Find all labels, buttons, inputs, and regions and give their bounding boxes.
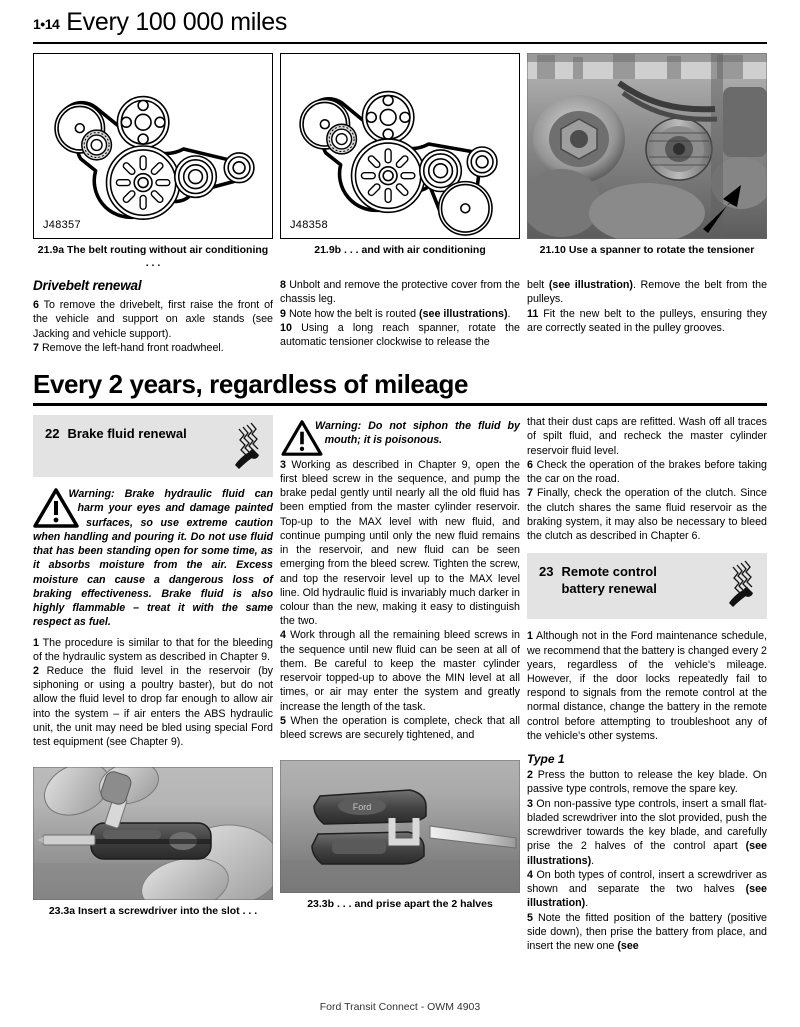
step-number: 4 xyxy=(527,868,533,881)
screwdriver-in-slot-photo xyxy=(33,767,273,900)
cross-reference: (see xyxy=(617,939,639,952)
step-text: Reduce the fluid level in the reservoir (by siphoning or using a poultry baster), but do not allow the fluid level to drop far enough to allow air into the system – if air enters the ABS hydraulic unit, the unit may need be bled using special Ford test equipment (see Chapter 9). xyxy=(33,665,273,749)
warning-text: Warning: Brake hydraulic fluid can harm your eyes and damage painted surfaces, so use extreme caution when handling and pouring it. Do not use fluid that has been standing open for some time, as it absorbs moisture from the air. Excess moisture can cause a dangerous loss of braking effectiveness. Brake fluid is also highly flammable – treat it with the same respect as fuel. xyxy=(33,488,273,629)
warning-brake-fluid xyxy=(33,487,273,629)
step-text-tail: . xyxy=(591,854,595,867)
paragraph-22-3 xyxy=(280,458,520,629)
paragraph-22-5-continued: that their dust caps are refitted. Wash off all traces of spilt fluid, and recheck the master cylinder reservoir fluid level. xyxy=(527,416,767,457)
warning-text: Warning: Do not siphon the fluid by mouth; it is poisonous. xyxy=(315,420,520,447)
step-number: 9 xyxy=(280,307,286,320)
page-footer: Ford Transit Connect - OWM 4903 xyxy=(319,1001,481,1013)
banner-rule xyxy=(33,403,767,406)
step-text: Fit the new belt to the pulleys, ensuring they are correctly seated in the pulley grooves. xyxy=(527,307,767,334)
paragraph-22-6 xyxy=(527,458,767,486)
step-number: 4 xyxy=(280,629,286,642)
step-text: To remove the drivebelt, first raise the front of the vehicle and support on axle stands (see Jacking and vehicle support). xyxy=(33,299,274,340)
section23-col-3 xyxy=(527,415,767,953)
paragraph-8 xyxy=(280,278,520,306)
cross-reference: (see illustration) xyxy=(548,279,633,292)
figure-21-9b-code: J48358 xyxy=(290,219,328,231)
step-text: Work through all the remaining bleed screws in the sequence until new fluid can be seen at all of them. Be careful to keep the master cylinder reservoir topped-up to above the MIN level at all times, or air may enter the system and greatly increase the length of the task. xyxy=(280,629,520,713)
figure-21-10 xyxy=(527,53,767,270)
step-number: 7 xyxy=(33,341,39,354)
step-text: Unbolt and remove the protective cover from the chassis leg. xyxy=(280,279,520,306)
step-text: Using a long reach spanner, rotate the automatic tensioner clockwise to release the xyxy=(280,321,520,349)
paragraph-23-4 xyxy=(527,868,767,911)
procedure-header-22 xyxy=(33,415,273,477)
paragraph-10-continued xyxy=(527,278,767,306)
step-number: 3 xyxy=(280,458,286,471)
figure-21-9b-frame xyxy=(280,53,520,239)
drivebelt-heading: Drivebelt renewal xyxy=(33,278,142,294)
step-number: 1 xyxy=(33,636,39,649)
step-text: Although not in the Ford maintenance schedule, we recommend that the battery is changed every 2 years, regardless of the vehicle's mileage. However, if the door locks repeatedly fail to respond to signals from the remote control at the normal distance, change the battery in the remote control before attempting to troubleshoot any of the vehicle's other systems. xyxy=(527,630,768,742)
procedure-title-line1: Remote control xyxy=(561,564,657,580)
step-number: 3 xyxy=(527,797,533,810)
step-number: 7 xyxy=(527,487,533,500)
step-number: 8 xyxy=(280,279,286,292)
step-text: On non-passive type controls, insert a small flat-bladed screwdriver into the slot provided, push the screwdriver towards the key blade, and carefully prise the 2 halves of the control apart xyxy=(527,797,767,853)
type-heading: Type 1 xyxy=(527,752,565,767)
figure-23-3b-photo xyxy=(280,760,520,893)
page-folio: 1•14 xyxy=(33,16,60,32)
drivebelt-col-2 xyxy=(280,278,520,355)
banner-title: Every 2 years, regardless of mileage xyxy=(33,369,469,400)
cross-reference: (see illustrations) xyxy=(419,307,508,320)
section-banner xyxy=(33,369,767,406)
spanner-icon xyxy=(715,559,759,611)
paragraph-23-3 xyxy=(527,797,767,868)
procedure-title: Brake fluid renewal xyxy=(67,426,187,442)
belt-routing-diagram-with-ac xyxy=(281,54,519,238)
paragraph-22-5 xyxy=(280,714,520,742)
figure-23-3a-photo xyxy=(33,767,273,900)
step-number: 2 xyxy=(33,665,39,677)
paragraph-22-7 xyxy=(527,486,767,543)
figure-21-9a-code: J48357 xyxy=(43,219,81,231)
step-text: The procedure is similar to that for the bleeding of the hydraulic system as described in Chapter 9. xyxy=(33,636,273,663)
figure-row-top xyxy=(33,53,767,270)
figure-21-10-photo xyxy=(527,53,767,239)
belt-routing-diagram-no-ac xyxy=(34,54,272,238)
procedure-header-23 xyxy=(527,553,767,619)
figure-21-9a-caption: 21.9a The belt routing without air conditioning . . . xyxy=(37,244,269,270)
continuation-after: . Remove the belt from the pulleys. xyxy=(527,279,768,306)
paragraph-6 xyxy=(33,298,273,341)
step-number: 2 xyxy=(527,769,533,782)
warning-siphon xyxy=(280,415,520,447)
paragraph-23-1 xyxy=(527,629,767,743)
cross-reference: (see illustrations) xyxy=(527,840,767,867)
svg-text:Ford: Ford xyxy=(352,802,372,813)
section22-col-1 xyxy=(33,415,273,953)
step-text-tail: . xyxy=(507,307,511,320)
drivebelt-columns xyxy=(33,278,767,355)
procedure-title xyxy=(561,564,656,597)
step-number: 10 xyxy=(280,321,292,334)
paragraph-10 xyxy=(280,321,520,349)
step-number: 5 xyxy=(280,714,286,727)
step-number: 6 xyxy=(527,458,533,471)
cross-reference: (see illustration) xyxy=(527,883,767,910)
spanner-icon xyxy=(221,421,265,473)
step-text: Working as described in Chapter 9, open the first bleed screw in the sequence, and pump the brake pedal gently until nearly all the old fluid has been emptied from the master cylinder reservoir. Top-up to the MAX level with new fluid, and continue pumping until only the new fluid remains in the reservoir, and new fluid can be seen emerging from the bleed screw. Tighten the screw, and top the reservoir level up to the MAX level line. Old hydraulic fluid is invariably much darker in colour than the new, making it easy to distinguish the two. xyxy=(280,458,520,628)
step-number: 1 xyxy=(527,630,533,643)
section22-col-2 xyxy=(280,415,520,953)
paragraph-11 xyxy=(527,307,767,335)
step-text: On both types of control, insert a screwdriver as shown and separate the two halves xyxy=(527,868,767,896)
paragraph-22-2 xyxy=(33,664,273,749)
paragraph-23-2 xyxy=(527,768,767,796)
procedure-title-line2: battery renewal xyxy=(561,580,657,596)
drivebelt-col-3 xyxy=(527,278,767,355)
paragraph-23-5 xyxy=(527,911,767,954)
step-text: Note how the belt is routed xyxy=(288,307,420,320)
engine-bay-tensioner-photo xyxy=(527,53,767,239)
prise-apart-halves-photo xyxy=(280,760,520,893)
paragraph-7 xyxy=(33,341,273,355)
drivebelt-col-1 xyxy=(33,278,273,355)
step-text: Remove the left-hand front roadwheel. xyxy=(41,341,224,354)
figure-21-9a-frame xyxy=(33,53,273,239)
figure-21-9b-caption: 21.9b . . . and with air conditioning xyxy=(314,244,486,256)
procedure-number: 22 xyxy=(45,426,60,442)
step-text: Press the button to release the key blade. On passive type controls, remove the spare key. xyxy=(527,769,767,796)
page-title: Every 100 000 miles xyxy=(66,8,288,36)
running-head xyxy=(33,0,767,37)
paragraph-9 xyxy=(280,307,520,321)
step-number: 5 xyxy=(527,911,533,924)
step-text: Check the operation of the brakes before taking the car on the road. xyxy=(527,458,767,486)
paragraph-22-1 xyxy=(33,636,273,664)
figure-21-10-caption: 21.10 Use a spanner to rotate the tensioner xyxy=(539,244,755,256)
step-text: Finally, check the operation of the clutch. Since the clutch shares the same fluid reservoir as the braking system, it may also be necessary to bleed the clutch as described in Chapter 6. xyxy=(527,487,767,543)
figure-21-9b xyxy=(280,53,520,270)
step-number: 11 xyxy=(527,307,539,320)
figure-23-3b-caption: 23.3b . . . and prise apart the 2 halves xyxy=(307,898,493,911)
procedure-number: 23 xyxy=(539,564,554,580)
step-text: Note the fitted position of the battery (positive side down), then prise the battery from place, and insert the new one xyxy=(527,911,767,952)
step-text-tail: . xyxy=(585,897,589,910)
step-text: When the operation is complete, check that all bleed screws are securely tightened, and xyxy=(280,714,520,742)
header-rule xyxy=(33,42,767,44)
figure-21-9a xyxy=(33,53,273,270)
figure-23-3a-caption: 23.3a Insert a screwdriver into the slot . . . xyxy=(48,905,258,918)
continuation-lead: belt xyxy=(527,279,549,292)
paragraph-22-4 xyxy=(280,628,520,713)
maintenance-columns xyxy=(33,415,767,953)
step-number: 6 xyxy=(33,299,39,312)
